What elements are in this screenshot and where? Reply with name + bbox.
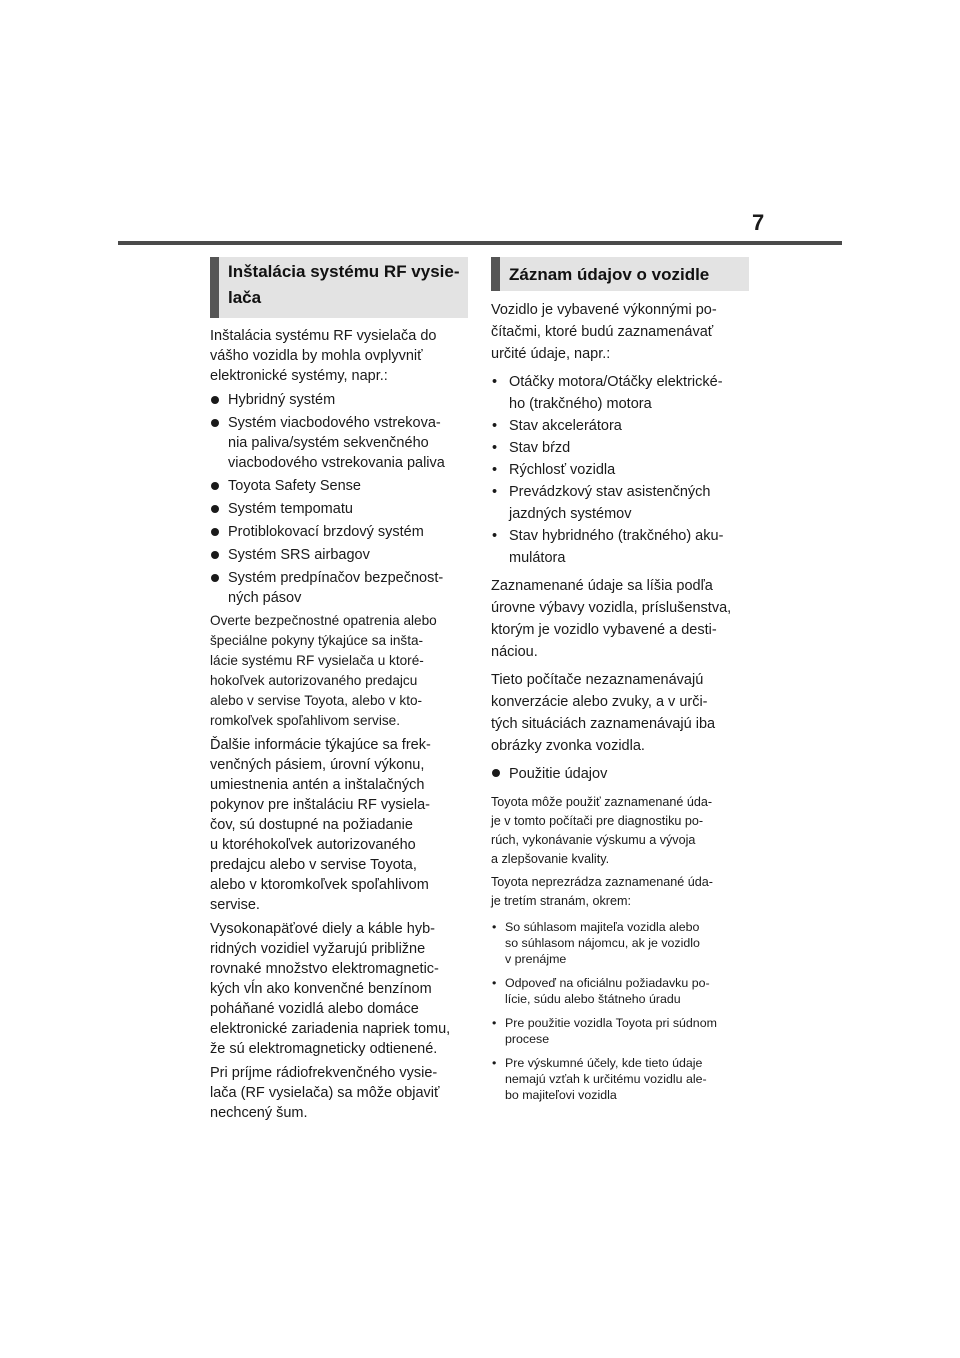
list-item xyxy=(491,437,749,459)
list-item xyxy=(210,568,468,608)
list-item xyxy=(491,459,749,481)
text-line: ktorým je vozidlo vybavené a desti- xyxy=(491,622,717,638)
text-line: • Pre použitie vozidla Toyota pri súdnom xyxy=(505,1016,717,1030)
text-line: • Odpoveď na oficiálnu požiadavku po- xyxy=(505,976,710,990)
text-line: Toyota neprezrádza zaznamenané úda- xyxy=(491,875,713,889)
text-line: • Rýchlosť vozidla xyxy=(509,462,616,478)
section-heading-rf-install xyxy=(210,257,468,318)
text-line: mulátora xyxy=(509,550,566,566)
list-item xyxy=(491,919,749,967)
subheading-data-usage xyxy=(491,763,749,785)
text-line: Toyota môže použiť zaznamenané úda- xyxy=(491,795,713,809)
text-line: lácie systému RF vysielača u ktoré- xyxy=(210,653,424,668)
text-line: ridných vozidiel vyžarujú približne xyxy=(210,941,426,957)
section-heading-data-recording: Záznam údajov o vozidle xyxy=(491,257,749,291)
text-line: poháňané vozidlá alebo domáce xyxy=(210,1001,419,1017)
text-line: procese xyxy=(505,1032,550,1046)
text-line: Systém SRS airbagov xyxy=(228,547,370,563)
text-line: romkoľvek spoľahlivom servise. xyxy=(210,713,400,728)
text-line: nemajú vzťah k určitému vozidlu ale- xyxy=(505,1072,707,1086)
text-line: • Stav hybridného (trakčného) aku- xyxy=(509,528,724,544)
text-line: Použitie údajov xyxy=(509,766,608,782)
text-line: tých situáciách zaznamenávajú iba xyxy=(491,716,716,732)
text-line: konverzácie alebo zvuky, a v urči- xyxy=(491,694,708,710)
noise-paragraph xyxy=(210,1063,468,1123)
text-line: jazdných systémov xyxy=(509,506,632,522)
high-voltage-paragraph xyxy=(210,919,468,1059)
text-line: obrázky zvonka vozidla. xyxy=(491,738,645,754)
text-line: v prenájme xyxy=(505,952,567,966)
text-line: viacbodového vstrekovania paliva xyxy=(228,455,445,471)
text-line: určité údaje, napr.: xyxy=(491,346,611,362)
list-item xyxy=(210,390,468,410)
page-number: 7 xyxy=(752,210,765,235)
list-item xyxy=(491,975,749,1007)
list-item xyxy=(491,1055,749,1103)
text-line: špeciálne pokyny týkajúce sa inšta- xyxy=(210,633,424,648)
text-line: čítačmi, ktoré budú zaznamenávať xyxy=(491,324,714,340)
text-line: Systém tempomatu xyxy=(228,501,353,517)
text-line: Protiblokovací brzdový systém xyxy=(228,524,424,540)
list-item xyxy=(491,415,749,437)
text-line: • So súhlasom majiteľa vozidla alebo xyxy=(505,920,700,934)
list-item xyxy=(491,481,749,525)
text-line: že sú elektromagneticky odtienené. xyxy=(210,1041,438,1057)
text-line: náciou. xyxy=(491,644,538,660)
header-rule xyxy=(118,241,842,245)
text-line: alebo v ktoromkoľvek spoľahlivom xyxy=(210,877,429,893)
text-line: Hybridný systém xyxy=(228,392,336,408)
text-line: hokoľvek autorizovaného predajcu xyxy=(210,673,418,688)
text-line: venčných pásiem, úrovní výkonu, xyxy=(210,757,425,773)
text-line: alebo v servise Toyota, alebo v kto- xyxy=(210,693,423,708)
text-line: lača (RF vysielača) sa môže objaviť xyxy=(210,1085,440,1101)
list-item xyxy=(210,545,468,565)
text-line: kých vĺn ako konvenčné benzínom xyxy=(210,981,432,997)
text-line: vášho vozidla by mohla ovplyvniť xyxy=(210,348,423,364)
text-line: Systém predpínačov bezpečnost- xyxy=(228,570,444,586)
disclosure-paragraph xyxy=(491,873,749,911)
text-line: Tieto počítače nezaznamenávajú xyxy=(491,672,704,688)
text-line: ných pásov xyxy=(228,590,302,606)
list-item xyxy=(210,413,468,473)
text-line: rúch, vykonávanie výskumu a vývoja xyxy=(491,833,696,847)
text-line: • Prevádzkový stav asistenčných xyxy=(509,484,711,500)
text-line: je tretím stranám, okrem: xyxy=(491,894,631,908)
text-line: lície, súdu alebo štátneho úradu xyxy=(505,992,681,1006)
text-line: Zaznamenané údaje sa líšia podľa xyxy=(491,578,713,594)
text-line: predajcu alebo v servise Toyota, xyxy=(210,857,417,873)
text-line: Vysokonapäťové diely a káble hyb- xyxy=(210,921,435,937)
text-line: Systém viacbodového vstrekova- xyxy=(228,415,441,431)
more-info-paragraph xyxy=(210,735,468,915)
text-line: nia paliva/systém sekvenčného xyxy=(228,435,429,451)
list-item xyxy=(491,525,749,569)
text-line: rovnaké množstvo elektromagnetic- xyxy=(210,961,439,977)
text-line: Inštalácia systému RF vysielača do xyxy=(210,328,437,344)
text-line: • Otáčky motora/Otáčky elektrické- xyxy=(509,374,723,390)
no-recording-paragraph xyxy=(491,669,749,757)
text-line: Ďalšie informácie týkajúce sa frek- xyxy=(210,737,431,753)
data-varies-paragraph xyxy=(491,575,749,663)
list-item xyxy=(210,522,468,542)
text-line: nechcený šum. xyxy=(210,1105,308,1121)
data-usage-paragraph xyxy=(491,793,749,869)
list-item xyxy=(210,476,468,496)
heading-line: lača xyxy=(228,288,262,307)
text-line: Pri príjme rádiofrekvenčného vysie- xyxy=(210,1065,438,1081)
list-item xyxy=(491,371,749,415)
text-line: čov, sú dostupné na požiadanie xyxy=(210,817,413,833)
text-line: • Stav akcelerátora xyxy=(509,418,622,434)
right-column xyxy=(491,257,749,1111)
text-line: servise. xyxy=(210,897,260,913)
text-line: • Stav bŕzd xyxy=(509,440,571,456)
rf-intro-paragraph xyxy=(210,326,468,386)
heading-line: Inštalácia systému RF vysie- xyxy=(228,262,460,281)
text-line: • Pre výskumné účely, kde tieto údaje xyxy=(505,1056,703,1070)
text-line: Overte bezpečnostné opatrenia alebo xyxy=(210,613,437,628)
recording-intro-paragraph xyxy=(491,299,749,365)
text-line: pokynov pre inštaláciu RF vysiela- xyxy=(210,797,431,813)
text-line: ho (trakčného) motora xyxy=(509,396,652,412)
text-line: je v tomto počítači pre diagnostiku po- xyxy=(491,814,704,828)
text-line: a zlepšovanie kvality. xyxy=(491,852,610,866)
text-line: elektronické zariadenia napriek tomu, xyxy=(210,1021,451,1037)
text-line: Toyota Safety Sense xyxy=(228,478,361,494)
check-precautions-paragraph xyxy=(210,611,468,731)
list-item xyxy=(210,499,468,519)
text-line: so súhlasom nájomcu, ak je vozidlo xyxy=(505,936,700,950)
list-item xyxy=(491,1015,749,1047)
text-line: umiestnenia antén a inštalačných xyxy=(210,777,425,793)
text-line: Vozidlo je vybavené výkonnými po- xyxy=(491,302,717,318)
left-column xyxy=(210,257,468,1127)
text-line: elektronické systémy, napr.: xyxy=(210,368,388,384)
text-line: úrovne výbavy vozidla, príslušenstva, xyxy=(491,600,732,616)
text-line: u ktoréhokoľvek autorizovaného xyxy=(210,837,416,853)
text-line: bo majiteľovi vozidla xyxy=(505,1088,617,1102)
